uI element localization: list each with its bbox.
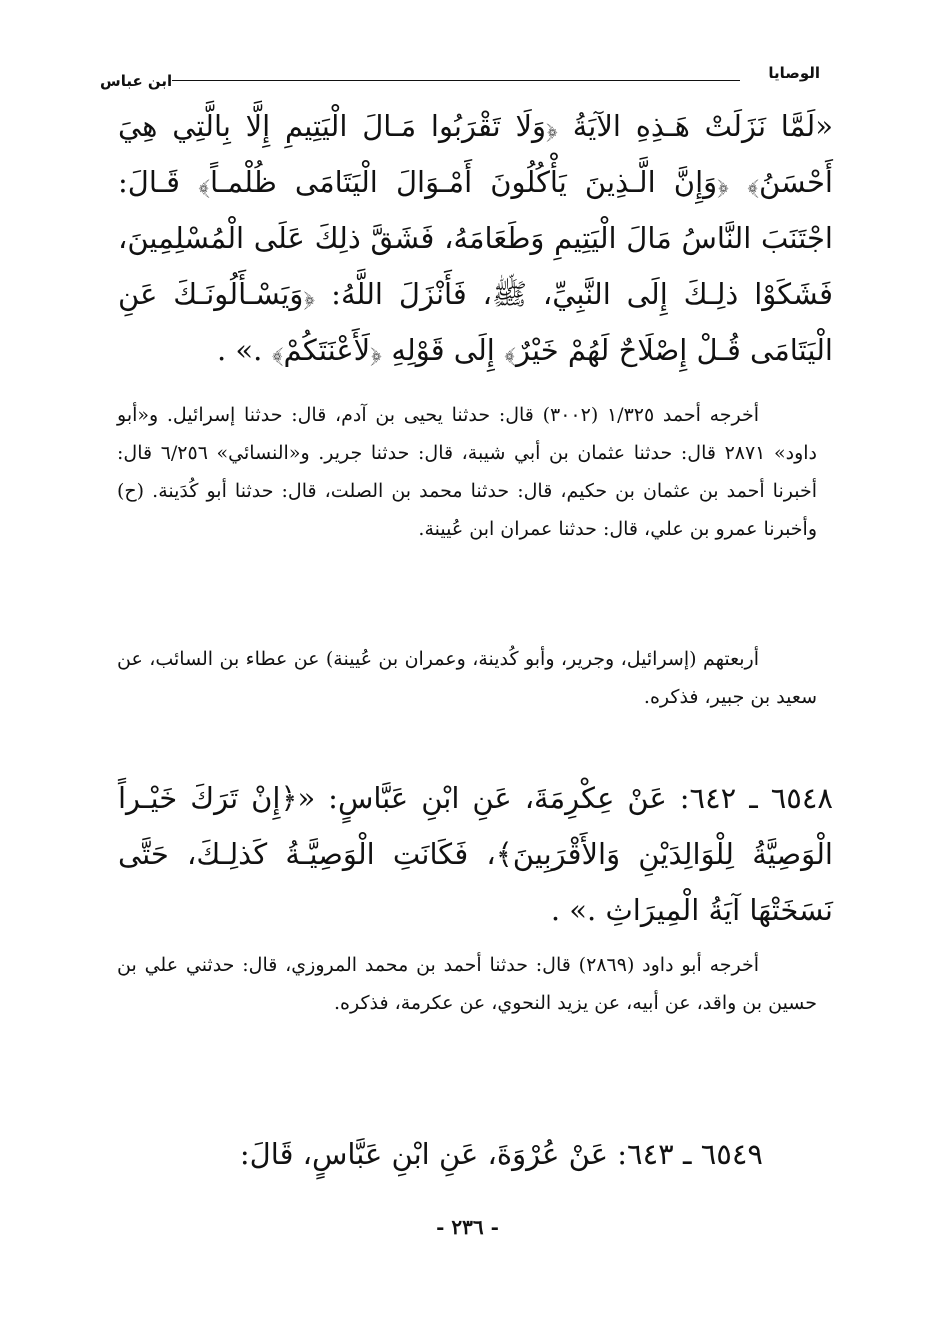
- running-header: [100, 60, 820, 90]
- section-title: ابن عباس: [100, 72, 173, 90]
- header-rule: [172, 80, 740, 81]
- takhrij-paragraph: أخرجه أبو داود (٢٨٦٩) قال: حدثنا أحمد بن محمد المروزي، قال: حدثني علي بن حسين بن واقد، عن أبيه، عن يزيد النحوي، عن عكرمة، فذكره.: [117, 954, 817, 1014]
- book-title: الوصايا: [768, 64, 820, 82]
- hadith-text: «لَمَّا نَزَلَتْ هَـذِهِ الآيَةُ ﴿وَلَا تَقْرَبُوا مَـالَ الْيَتِيمِ إِلَّا بِالَّتِي هِيَ أَحْسَنُ﴾ ﴿وَإِنَّ الَّـذِينَ يَأْكُلُونَ أَمْـوَالَ الْيَتَامَى ظُلْمـاً﴾ قَـالَ: اجْتَنَبَ النَّاسُ مَالَ الْيَتِيمِ وَطَعَامَهُ، فَشَقَّ ذلِكَ عَلَى الْمُسْلِمِينَ، فَشَكَوْا ذلِـكَ إِلَى النَّبِيِّ، ﷺ، فَأَنْزَلَ اللَّهُ: ﴿وَيَسْـأَلُونَـكَ عَنِ الْيَتَامَى قُـلْ إِصْلَاحٌ لَهُمْ خَيْرٌ﴾ إِلَى قَوْلِهِ ﴿لَأَعْنَتَكُمْ﴾ .» .: [118, 109, 833, 367]
- takhrij-paragraph: أخرجه أحمد ١/٣٢٥ (٣٠٠٢) قال: حدثنا يحيى بن آدم، قال: حدثنا إسرائيل. و«أبو داود» ٢٨٧١ قال: حدثنا عثمان بن أبي شيبة، قال: حدثنا جرير. و«النسائي» ٦/٢٥٦ قال: أخبرنا أحمد بن عثمان بن حكيم، قال: حدثنا محمد بن الصلت، قال: حدثنا أبو كُدَينة. (ح) وأخبرنا عمرو بن علي، قال: حدثنا عمران ابن عُيينة.: [117, 404, 817, 540]
- hadith-text: ٦٥٤٨ ـ ٦٤٢: عَنْ عِكْرِمَةَ، عَنِ ابْنِ عَبَّاسٍ: «﴿إِنْ تَرَكَ خَيْـراً الْوَصِيَّةُ لِلْوَالِدَيْنِ وَالأَقْرَبِينَ﴾، فَكَانَتِ الْوَصِيَّـةُ كَذلِـكَ، حَتَّى نَسَخَتْهَا آيَةُ الْمِيرَاثِ .» .: [118, 781, 833, 927]
- takhrij-summary: أربعتهم (إسرائيل، وجرير، وأبو كُدينة، وعمران بن عُيينة) عن عطاء بن السائب، عن سعيد بن جبير، فذكره.: [117, 648, 817, 708]
- page-number: - ٢٣٦ -: [436, 1215, 499, 1239]
- hadith-heading: ٦٥٤٩ ـ ٦٤٣: عَنْ عُرْوَةَ، عَنِ ابْنِ عَبَّاسٍ، قَالَ:: [239, 1137, 763, 1171]
